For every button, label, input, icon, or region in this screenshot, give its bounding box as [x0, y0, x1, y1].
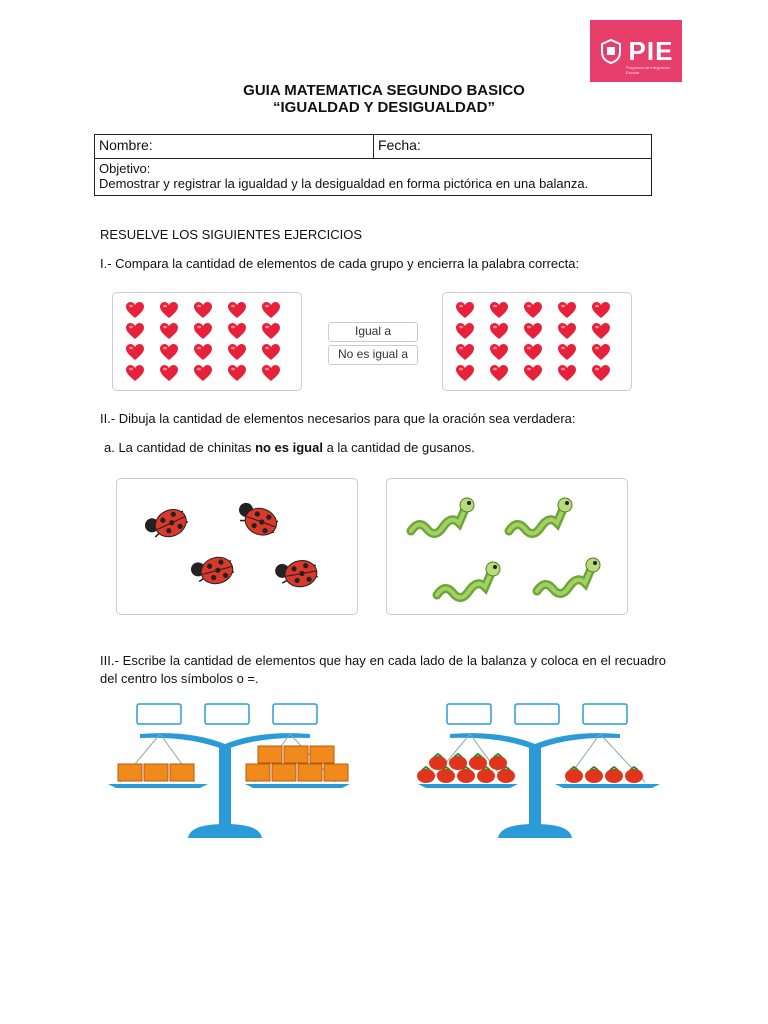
- block-icon: [118, 764, 142, 781]
- heart-icon: [227, 343, 261, 364]
- block-icon: [144, 764, 168, 781]
- tomato-icon: [625, 767, 643, 783]
- heart-icon: [489, 301, 523, 322]
- exercise3-prompt: III.- Escribe la cantidad de elementos que hay en cada lado de la balanza y coloca en el recuadro del centro los símbolos o =.: [100, 653, 666, 686]
- worm-icon: [509, 498, 572, 534]
- logo-tagline: Programa de Integración Escolar: [626, 65, 671, 75]
- option-equal-button[interactable]: Igual a: [328, 322, 418, 342]
- heart-icon: [489, 364, 523, 385]
- heart-icon: [523, 322, 557, 343]
- name-label: Nombre:: [99, 137, 153, 153]
- block-icon: [258, 746, 282, 763]
- crest-icon: [599, 38, 623, 64]
- scales-drawing: [100, 700, 670, 845]
- tomato-icon: [605, 767, 623, 783]
- balance-scale-2: [417, 704, 660, 838]
- heart-icon: [261, 364, 295, 385]
- heart-icon: [455, 364, 489, 385]
- heart-icon: [489, 343, 523, 364]
- heart-icon: [591, 364, 625, 385]
- tomato-icon: [469, 754, 487, 770]
- heart-icon: [455, 301, 489, 322]
- right-count-box[interactable]: [273, 704, 317, 724]
- student-info-table: [94, 134, 652, 196]
- heart-icon: [193, 301, 227, 322]
- heart-icon: [591, 301, 625, 322]
- heart-icon: [193, 364, 227, 385]
- ladybugs-drawing: [117, 479, 357, 614]
- heart-icon: [261, 301, 295, 322]
- ladybug-icon: [189, 554, 235, 590]
- heart-icon: [159, 343, 193, 364]
- block-icon: [310, 746, 334, 763]
- symbol-box[interactable]: [515, 704, 559, 724]
- heart-icon: [523, 364, 557, 385]
- heart-icon: [591, 322, 625, 343]
- heart-icon: [227, 364, 261, 385]
- left-count-box[interactable]: [137, 704, 181, 724]
- date-field[interactable]: [374, 135, 652, 159]
- heart-icon: [557, 364, 591, 385]
- objective-cell: [95, 159, 652, 196]
- heart-icon: [455, 343, 489, 364]
- tomato-icon: [489, 754, 507, 770]
- heart-icon: [227, 301, 261, 322]
- logo-brand: PIE: [628, 35, 674, 66]
- pie-logo: [590, 20, 682, 82]
- option-not-equal-button[interactable]: No es igual a: [328, 345, 418, 365]
- heart-icon: [523, 343, 557, 364]
- heart-icon: [193, 343, 227, 364]
- hearts-group-left: [112, 292, 302, 391]
- block-icon: [324, 764, 348, 781]
- tomato-icon: [585, 767, 603, 783]
- left-count-box[interactable]: [447, 704, 491, 724]
- ladybug-icon: [274, 558, 319, 591]
- heart-icon: [125, 343, 159, 364]
- exercise2-sentence: a. La cantidad de chinitas no es igual a la cantidad de gusanos.: [104, 440, 475, 455]
- heart-icon: [261, 322, 295, 343]
- heart-icon: [591, 343, 625, 364]
- date-label: Fecha:: [378, 137, 421, 153]
- block-icon: [246, 764, 270, 781]
- block-icon: [284, 746, 308, 763]
- heart-icon: [125, 301, 159, 322]
- block-icon: [298, 764, 322, 781]
- instructions: RESUELVE LOS SIGUIENTES EJERCICIOS: [100, 227, 362, 242]
- hearts-group-right: [442, 292, 632, 391]
- exercise2-prompt: II.- Dibuja la cantidad de elementos necesarios para que la oración sea verdadera:: [100, 411, 576, 426]
- heart-icon: [227, 322, 261, 343]
- symbol-box[interactable]: [205, 704, 249, 724]
- page-title: GUIA MATEMATICA SEGUNDO BASICO: [243, 82, 525, 99]
- worm-icon: [537, 558, 600, 594]
- ladybugs-box: [116, 478, 358, 615]
- heart-icon: [261, 343, 295, 364]
- heart-icon: [125, 364, 159, 385]
- worms-drawing: [387, 479, 627, 614]
- right-count-box[interactable]: [583, 704, 627, 724]
- block-icon: [272, 764, 296, 781]
- heart-icon: [159, 364, 193, 385]
- exercise1-prompt: I.- Compara la cantidad de elementos de cada grupo y encierra la palabra correcta:: [100, 256, 580, 271]
- worms-box: [386, 478, 628, 615]
- name-field[interactable]: [95, 135, 374, 159]
- objective-text: Demostrar y registrar la igualdad y la desigualdad en forma pictórica en una balanza.: [99, 176, 589, 191]
- heart-icon: [455, 322, 489, 343]
- heart-icon: [557, 301, 591, 322]
- tomato-icon: [417, 767, 435, 783]
- heart-icon: [159, 301, 193, 322]
- worm-icon: [411, 498, 474, 534]
- ladybug-icon: [233, 501, 280, 539]
- heart-icon: [557, 322, 591, 343]
- heart-icon: [489, 322, 523, 343]
- tomato-icon: [429, 754, 447, 770]
- heart-icon: [193, 322, 227, 343]
- block-icon: [170, 764, 194, 781]
- worm-icon: [437, 562, 500, 598]
- ladybug-icon: [143, 505, 191, 546]
- objective-label: Objetivo:: [99, 161, 151, 176]
- heart-icon: [125, 322, 159, 343]
- tomato-icon: [565, 767, 583, 783]
- heart-icon: [557, 343, 591, 364]
- balance-scale-1: [108, 704, 350, 838]
- page-subtitle: “IGUALDAD Y DESIGUALDAD”: [273, 99, 495, 116]
- heart-icon: [523, 301, 557, 322]
- heart-icon: [159, 322, 193, 343]
